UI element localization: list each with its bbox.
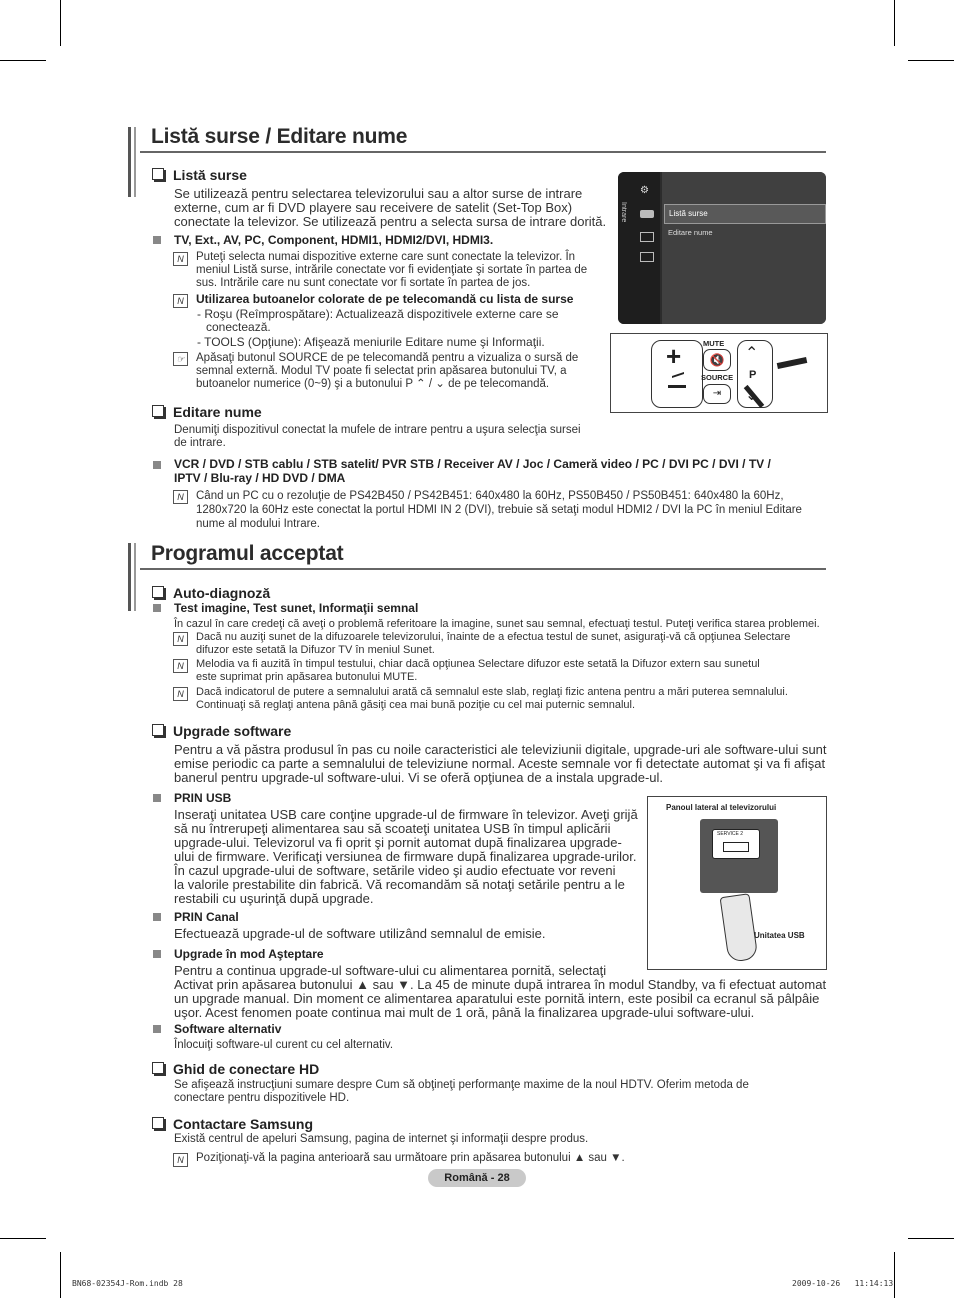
menu-panel — [662, 172, 826, 324]
hand-note-icon: ☞ — [173, 352, 188, 366]
note-text: Când un PC cu o rezoluţie de PS42B450 / PS42B451: 640x480 la 60Hz, PS50B450 / PS50B451: 640x480 la 60Hz, 1280x720 la 60Hz este conectat la portul HDMI IN 2 (DVI), trebuie să setaţi modul HDMI2 / DVI la PC în meniul Editare nume al modului Intrare. — [196, 490, 802, 530]
note-icon: N — [173, 490, 188, 504]
subheading-editare-nume: Editare nume — [152, 404, 262, 420]
crop-mark — [60, 1252, 61, 1298]
chevron-up-icon: ⌃ — [745, 345, 759, 362]
menu-side-label: Intrare — [620, 202, 627, 223]
checkbox-icon — [152, 168, 164, 180]
bullet-square — [153, 1025, 161, 1033]
mute-button[interactable]: 🔇 — [703, 349, 731, 371]
pointer-arrow-icon — [777, 357, 808, 369]
subheading-upgrade-software: Upgrade software — [152, 723, 291, 739]
bullet-square — [153, 236, 161, 244]
checkbox-icon — [152, 1117, 164, 1129]
panel-label: Panoul lateral al televizorului — [666, 803, 777, 812]
volume-rocker — [651, 340, 703, 408]
note-text: Poziţionaţi-vă la pagina anterioară sau următoare prin apăsarea butonului ▲ sau ▼. — [196, 1152, 625, 1164]
subheading-ghid: Ghid de conectare HD — [152, 1061, 319, 1077]
section-bar — [134, 127, 136, 197]
note-icon: N — [173, 1153, 188, 1167]
bullet-square — [153, 950, 161, 958]
input-icon — [640, 210, 654, 218]
footer-date: 2009-10-26 ￼ 11:14:13 — [792, 1279, 894, 1288]
crop-mark — [908, 1238, 954, 1239]
checkbox-icon — [152, 586, 164, 598]
menu-item-editare-nume[interactable]: Editare nume — [668, 228, 713, 237]
crop-mark — [60, 0, 61, 46]
service-label: SERVICE 2 — [717, 831, 744, 837]
note-text: Puteţi selecta numai dispozitive externe care sunt conectate la televizor. În meniul Listă surse, intrările conectate vor fi evidenţiate şi sortate în partea de sus. Intrările care nu sunt conectate vor fi sortate în partea de jos. — [196, 251, 588, 289]
checkbox-icon — [152, 405, 164, 417]
minus-icon — [668, 385, 686, 388]
bullet-text: Test imagine, Test sunet, Informaţii semnal — [174, 601, 419, 615]
usb-illustration — [647, 796, 827, 970]
bullet-text: TV, Ext., AV, PC, Component, HDMI1, HDMI2/DVI, HDMI3. — [174, 233, 494, 247]
chevron-down-icon: ⌄ — [745, 387, 759, 404]
menu-sidebar — [618, 172, 660, 324]
section-title: Listă surse / Editare nume — [151, 125, 408, 148]
section-rule — [140, 151, 826, 153]
note-text: Apăsaţi butonul SOURCE de pe telecomandă pentru a vizualiza o sursă de semnal externă. Modul TV poate fi selectat prin apăsarea butonului TV, a butoanelor numerice (0~9) şi a butonului P ⌃ / ⌄ de pe telecomandă. — [196, 352, 579, 390]
remote-illustration — [610, 333, 828, 413]
plus-icon: + — [666, 341, 682, 371]
checkbox-icon — [152, 1062, 164, 1074]
crop-mark — [894, 0, 895, 46]
note-text: - Roşu (Reîmprospătare): Actualizează dispozitivele externe care se conectează. — [197, 307, 559, 334]
note-icon: N — [173, 252, 188, 266]
mute-label: MUTE — [703, 339, 725, 348]
paragraph: Se utilizează pentru selectarea televizorului sau a altor surse de intrare externe, cum ar fi DVD playere sau receivere de satelit (Set-Top Box) conectate la televizor. Se utilizează pentru a selecta sursa de intrare dorită. — [174, 186, 607, 229]
note-text: Dacă nu auziţi sunet de la difuzoarele televizorului, înainte de a efectua testul de sunet, asiguraţi-vă că opţiunea Selectare difuzor este setată la Difuzor TV în meniul Sunet. — [196, 631, 791, 656]
note-text: - TOOLS (Opţiune): Afişează meniurile Editare nume şi Informaţii. — [197, 335, 545, 349]
menu-item-lista-surse[interactable]: Listă surse — [664, 204, 826, 224]
source-label: SOURCE — [701, 373, 734, 382]
tv-menu-screenshot — [618, 172, 826, 324]
bullet-square — [153, 604, 161, 612]
tv-side-panel — [700, 819, 778, 893]
paragraph: Inseraţi unitatea USB care conţine upgrade-ul de firmware în televizor. Aveţi grijă să nu întrerupeţi alimentarea sau să scoateţi unitatea USB în timpul aplicării upgrade-ului. Televizorul va fi oprit şi pornit automat după finalizarea upgrade- ului de firmware. Verificaţi versiunea de firmware după finalizarea upgrade-urilor. În cazul upgrade-ului de software, setările video şi audio efectuate vor reveni la valorile prestabilite din fabrică. Vă recomandăm să notaţi setările pentru a le restabili cu uşurinţă după upgrade. — [174, 807, 638, 906]
note-icon: N — [173, 659, 188, 673]
section-title: Programul acceptat — [151, 542, 344, 565]
source-button[interactable]: ⇥ — [703, 384, 731, 404]
usb-label: Unitatea USB — [754, 931, 805, 940]
bullet-square — [153, 913, 161, 921]
crop-mark — [894, 1252, 895, 1298]
volume-icon — [672, 372, 684, 378]
page-number: Română - 28 — [428, 1169, 526, 1187]
gear-icon: ⚙ — [640, 185, 649, 196]
bullet-square — [153, 794, 161, 802]
crop-mark — [0, 1238, 46, 1239]
crop-mark — [908, 60, 954, 61]
bullet-text: PRIN Canal — [174, 910, 239, 924]
subheading-auto-diagnoza: Auto-diagnoză — [152, 585, 270, 601]
support-icon — [640, 252, 654, 262]
note-title: Utilizarea butoanelor colorate de pe telecomandă cu lista de surse — [196, 292, 574, 306]
note-icon: N — [173, 687, 188, 701]
footer-file: BN68-02354J-Rom.indb 28 — [72, 1279, 183, 1288]
section-bar — [134, 543, 136, 611]
note-icon: N — [173, 632, 188, 646]
paragraph: Există centrul de apeluri Samsung, pagina de internet şi informaţii despre produs. — [174, 1133, 589, 1145]
subheading-contactare: Contactare Samsung — [152, 1116, 313, 1132]
crop-mark — [0, 60, 46, 61]
section-bar — [128, 543, 131, 611]
bullet-text: VCR / DVD / STB cablu / STB satelit/ PVR STB / Receiver AV / Joc / Cameră video / PC / DVI PC / DVI / TV / IPTV / Blu-ray / HD DVD / DMA — [174, 457, 771, 485]
note-text: Dacă indicatorul de putere a semnalului arată că semnalul este slab, reglaţi fizic antena pentru a mări puterea semnalului. Continuaţi să reglaţi antena până găsiţi cea mai bună poziţie cu cel mai puternic semnalul. — [196, 686, 788, 711]
bullet-square — [153, 461, 161, 469]
bullet-text: Upgrade în mod Aşteptare — [174, 947, 324, 961]
note-text: Melodia va fi auzită în timpul testului, chiar dacă opţiunea Selectare difuzor este setată la Difuzor extern sau sunetul este suprimat prin apăsarea butonului MUTE. — [196, 658, 760, 683]
usb-port — [712, 829, 760, 859]
bullet-text: PRIN USB — [174, 791, 232, 805]
bullet-text: Software alternativ — [174, 1022, 282, 1036]
note-icon: N — [173, 294, 188, 308]
paragraph: Denumiţi dispozitivul conectat la mufele de intrare pentru a uşura selecţia sursei de intrare. — [174, 424, 581, 449]
section-bar — [128, 127, 131, 197]
p-label: P — [749, 369, 757, 381]
subheading-lista-surse: Listă surse — [152, 167, 247, 183]
usb-stick — [720, 893, 759, 963]
paragraph: Înlocuiţi software-ul curent cu cel alternativ. — [174, 1039, 394, 1051]
paragraph: Se afişează instrucţiuni sumare despre Cum să obţineţi performanţe maxime de la noul HDTV. Oferim metoda de conectare pentru dispozitivele HD. — [174, 1079, 749, 1104]
section-rule — [140, 568, 826, 570]
checkbox-icon — [152, 724, 164, 736]
paragraph: Pentru a vă păstra produsul în pas cu noile caracteristici ale televiziunii digitale, upgrade-uri ale software-ului sunt emise periodic ca parte a semnalului de televiziune normal. Aceste semnale vor fi detectate automat şi va fi afişat banerul pentru upgrade-ul software-ului. Vi se oferă opţiunea de a instala upgrade-ul. — [174, 742, 827, 785]
paragraph: Pentru a continua upgrade-ul software-ului cu alimentarea pornită, selectaţi Activat prin apăsarea butonului ▲ sau ▼. La 45 de minute după intrarea în modul Standby, va fi efectuat automat un upgrade manual. Din moment ce alimentarea aparatului este pornită intern, este posibil ca ecranul să pâlpâie uşor. Acest fenomen poate continua mai mult de 1 oră, până la finalizarea upgrade-ului software-ului. — [174, 963, 827, 1020]
app-icon — [640, 232, 654, 242]
paragraph: Efectuează upgrade-ul de software utilizând semnalul de emisie. — [174, 926, 546, 941]
paragraph: În cazul în care credeţi că aveţi o problemă referitoare la imagine, sunet sau semnal, efectuaţi testul. Puteţi verifica starea problemei. — [174, 618, 820, 630]
usb-socket — [723, 842, 749, 852]
